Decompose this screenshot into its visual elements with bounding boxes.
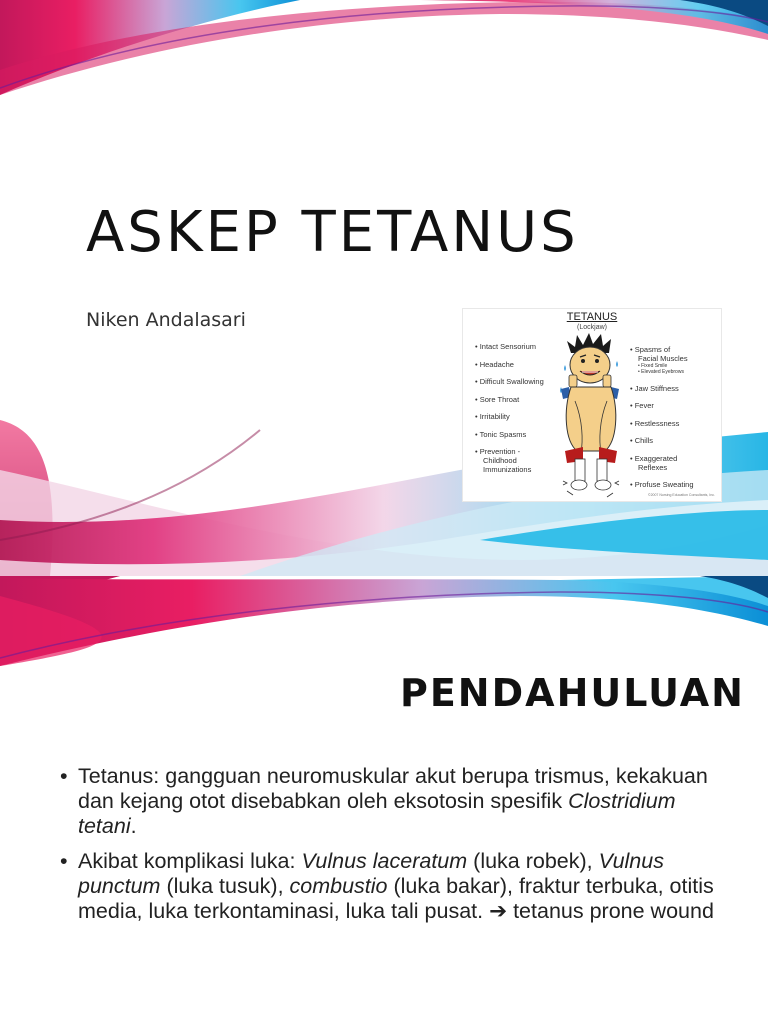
- facial-spasm-detail-1: • Fixed Smile: [630, 363, 718, 369]
- content-slide: [0, 576, 768, 1024]
- symptom-item: • Tonic Spasms: [475, 430, 565, 439]
- bullet-italic-text: combustio: [289, 874, 388, 898]
- prevention-line-2: Childhood: [483, 456, 517, 465]
- bullet-item: [60, 849, 720, 924]
- symptom-item: • Fever: [630, 401, 718, 410]
- bullet-italic-text: Clostridium tetani: [78, 789, 676, 838]
- symptom-item: [630, 454, 718, 472]
- tetanus-illustration: [462, 308, 722, 502]
- symptom-item: • Irritability: [475, 412, 565, 421]
- symptom-item: • Difficult Swallowing: [475, 377, 565, 386]
- symptom-item: • Headache: [475, 360, 565, 369]
- symptom-list-right: [630, 345, 718, 498]
- symptom-item: • Jaw Stiffness: [630, 384, 718, 393]
- bullet-text: .: [130, 814, 137, 838]
- bullet-text: (luka bakar), fraktur terbuka, otitis media, luka terkontaminasi, luka tali pusat.: [78, 874, 714, 923]
- figure-credit: ©2007 Nursing Education Consultants, Inc.: [648, 493, 715, 497]
- symptom-item: • Profuse Sweating: [630, 480, 718, 489]
- bullet-text: Akibat komplikasi luka:: [78, 849, 302, 873]
- symptom-list-left: [475, 342, 565, 483]
- facial-spasm-detail-2: • Elevated Eyebrows: [630, 369, 718, 375]
- bullet-list: [60, 764, 720, 934]
- symptom-item: • Chills: [630, 436, 718, 445]
- figure-title: TETANUS: [566, 311, 618, 323]
- reflex-line-2: Reflexes: [638, 462, 668, 472]
- arrow-icon: ➔: [489, 899, 508, 923]
- reflex-line-1: Exaggerated: [634, 453, 678, 463]
- symptom-item: [475, 447, 565, 474]
- presentation-title: ASKEP TETANUS: [86, 200, 579, 265]
- facial-spasm-line-1: Spasms of: [634, 345, 671, 354]
- symptom-item: • Restlessness: [630, 419, 718, 428]
- symptom-item: [630, 345, 718, 375]
- bullet-text: (luka robek),: [467, 849, 599, 873]
- prevention-line-3: Immunizations: [483, 465, 532, 474]
- bullet-text: Tetanus: gangguan neuromuskular akut berupa trismus, kekakuan dan kejang otot disebabkan oleh eksotosin spesifik: [78, 764, 708, 813]
- symptom-item: • Intact Sensorium: [475, 342, 565, 351]
- cartoon-person-icon: [553, 331, 631, 501]
- figure-subtitle: (Lockjaw): [577, 324, 607, 331]
- bullet-italic-text: Vulnus punctum: [78, 849, 664, 898]
- prevention-line-1: Prevention -: [479, 447, 521, 456]
- bullet-text: (luka tusuk),: [160, 874, 290, 898]
- author-name: Niken Andalasari: [86, 309, 246, 331]
- section-title: PENDAHULUAN: [400, 671, 745, 715]
- symptom-item: • Sore Throat: [475, 395, 565, 404]
- bullet-item: [60, 764, 720, 839]
- facial-spasm-line-2: Facial Muscles: [638, 354, 688, 363]
- bullet-italic-text: Vulnus laceratum: [301, 849, 468, 873]
- bullet-text: tetanus prone wound: [507, 899, 714, 923]
